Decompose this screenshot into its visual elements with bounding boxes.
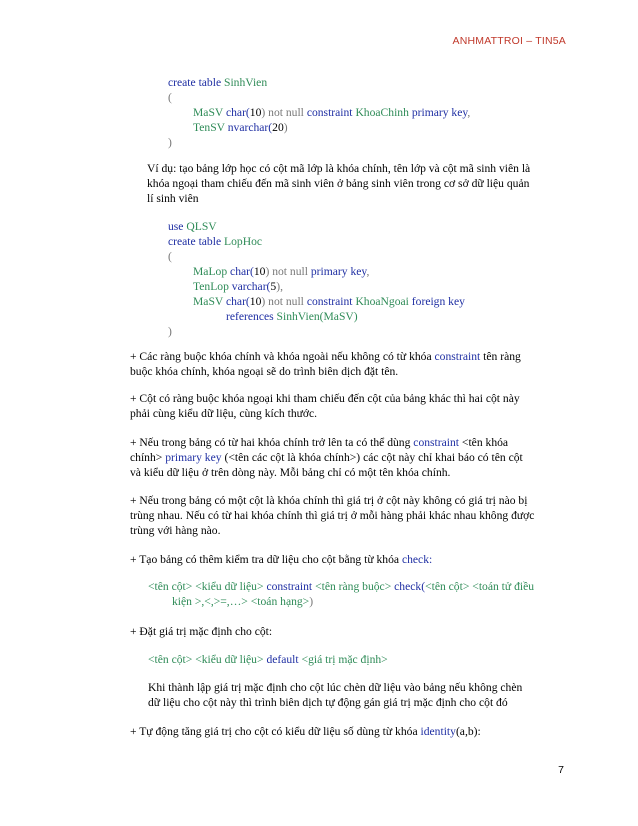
code-line: create table LopHoc xyxy=(168,235,263,248)
code-line: TenLop varchar(5), xyxy=(193,280,283,293)
code-line: ) xyxy=(168,325,172,338)
text-line: Ví dụ: tạo bảng lớp học có cột mã lớp là khóa chính, tên lớp và cột mã sinh viên là xyxy=(147,162,531,175)
text-line: + Cột có ràng buộc khóa ngoại khi tham chiếu đến cột của bảng khác thì hai cột này xyxy=(130,392,520,405)
text-line: + Tự động tăng giá trị cho cột có kiểu dữ liệu số dùng từ khóa identity(a,b): xyxy=(130,725,481,738)
text-line: Khi thành lập giá trị mặc định cho cột lúc chèn dữ liệu vào bảng nếu không chèn xyxy=(148,681,523,694)
text-line: lí sinh viên xyxy=(147,192,199,205)
text-line: + Tạo bảng có thêm kiểm tra dữ liệu cho cột bằng từ khóa check: xyxy=(130,553,433,566)
text-line: + Nếu trong bảng có một cột là khóa chính thì giá trị ở cột này không có giá trị nào bị xyxy=(130,494,528,507)
text-line: + Đặt giá trị mặc định cho cột: xyxy=(130,625,273,638)
text-line: buộc khóa chính, khóa ngoại sẽ do trình biên dịch đặt tên. xyxy=(130,365,399,378)
page-header: ANHMATTROI – TIN5A xyxy=(452,35,566,47)
text-line: + Các ràng buộc khóa chính và khóa ngoài nếu không có từ khóa constraint tên ràng xyxy=(130,350,521,363)
code-line: MaLop char(10) not null primary key, xyxy=(193,265,370,278)
code-line: TenSV nvarchar(20) xyxy=(193,121,288,134)
code-line: ) xyxy=(168,136,172,149)
text-line: và kiểu dữ liệu ở trên dòng này. Mỗi bảng chỉ có một tên khóa chính. xyxy=(130,466,451,479)
text-line: + Nếu trong bảng có từ hai khóa chính trở lên ta có thể dùng constraint <tên khóa xyxy=(130,436,509,449)
code-line: MaSV char(10) not null constraint KhoaNgoai foreign key xyxy=(193,295,465,308)
syntax-line: <tên cột> <kiểu dữ liệu> constraint <tên ràng buộc> check(<tên cột> <toán tử điều xyxy=(148,580,535,593)
text-line: dữ liệu cho cột này thì trình biên dịch tự động gán giá trị mặc định cho cột đó xyxy=(148,696,508,709)
code-line: use QLSV xyxy=(168,220,217,233)
code-line: MaSV char(10) not null constraint KhoaChinh primary key, xyxy=(193,106,471,119)
text-line: chính> primary key (<tên các cột là khóa chính>) các cột này chỉ khai báo có tên cột xyxy=(130,451,523,464)
text-line: trùng nhau. Nếu có từ hai khóa chính thì giá trị ở mỗi hàng phải khác nhau không được xyxy=(130,509,535,522)
syntax-line: <tên cột> <kiểu dữ liệu> default <giá trị mặc định> xyxy=(148,653,388,666)
text-line: trùng với hàng nào. xyxy=(130,524,221,537)
code-line: create table SinhVien xyxy=(168,76,268,89)
page-number: 7 xyxy=(558,764,564,776)
code-line: ( xyxy=(168,91,172,104)
code-line: references SinhVien(MaSV) xyxy=(226,310,358,323)
syntax-line: kiện >,<,>=,…> <toán hạng>) xyxy=(172,595,314,608)
text-line: phải cùng kiểu dữ liệu, cùng kích thước. xyxy=(130,407,318,420)
text-line: khóa ngoại tham chiếu đến mã sinh viên ở bảng sinh viên trong cơ sở dữ liệu quản xyxy=(147,177,530,190)
code-line: ( xyxy=(168,250,172,263)
